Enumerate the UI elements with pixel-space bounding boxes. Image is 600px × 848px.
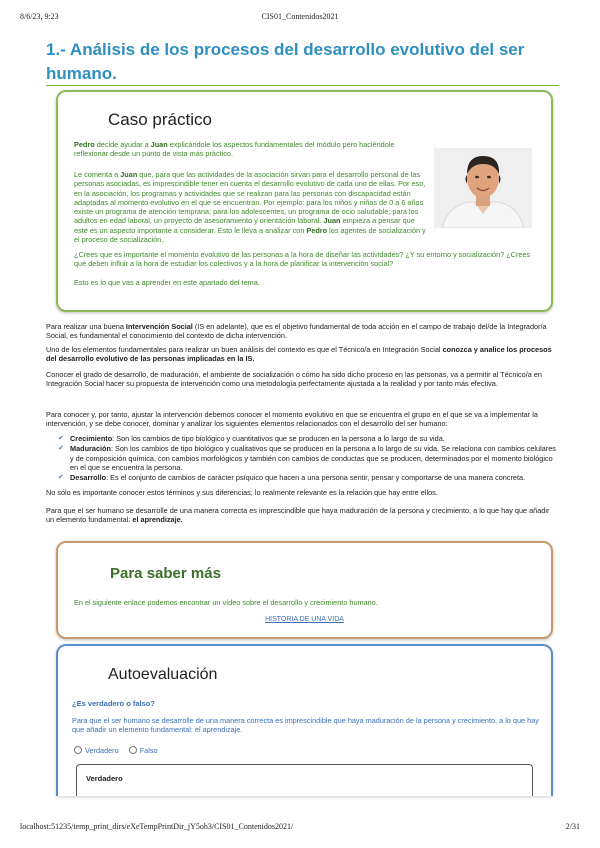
list-item: ✔ Desarrollo: Es el conjunto de cambios de carácter psíquico que hacen a una persona sentir, pensar y comportarse de una manera concreta. (58, 473, 526, 483)
body-paragraph-2: Uno de los elementos fundamentales para realizar un buen análisis del contexto es que el Técnico/a en Integración Social conozca y analice los procesos del desarrollo evolutivo de las personas implicadas en la IS. (46, 345, 552, 364)
body-paragraph-5: No sólo es importante conocer estos términos y sus diferencias; lo realmente relevante es la relación que hay entre ellos. (46, 488, 438, 497)
radio-true[interactable] (74, 746, 82, 754)
question-label: ¿Es verdadero o falso? (72, 699, 155, 708)
print-url: localhost:51235/temp_print_dirs/eXeTempPrintDir_jY5oh3/CIS01_Contenidos2021/ (20, 822, 294, 831)
question-statement: Para que el ser humano se desarrolle de una manera correcta es imprescindible que haya maduración de la persona y crecimiento, a lo que hay que añadir un elemento fundamental: el aprendizaje. (72, 716, 539, 735)
body-paragraph-1: Para realizar una buena Intervención Social (IS en adelante), que es el objetivo fundamental de toda acción en el campo de trabajo del/de la Integrador/a Social, es fundamental el conocimiento del contexto de dicha intervención. (46, 322, 547, 341)
learn-more-title: Para saber más (110, 565, 221, 582)
case-paragraph-2: Le comenta a Juan que, para que las actividades de la asociación sirvan para el desarrollo personal de las personas asociadas, es imprescindible tener en cuenta el desarrollo evolutivo de cada uno de ellas. Por eso, en la asociación, los programas y actividades que se realizan para las personas con discapacidad están adaptadas al momento evolutivo en el que se encuentran. Por ejemplo: para los niños y niñas de 0 a 6 años existe un programa de atención temprana; para los adolescentes, un programa de ocio saludable; para los adultos en edad laboral, un proyecto de asesoramiento y orientación laboral. Juan empieza a pensar que este es un aspecto importante a considerar. Esto le lleva a analizar con Pedro los agentes de socialización y el proceso de socialización. (74, 170, 426, 245)
case-name: Juan (120, 170, 138, 179)
print-date: 8/6/23, 9:23 (20, 12, 59, 21)
page-title: 1.- Análisis de los procesos del desarrollo evolutivo del ser humano. (46, 40, 525, 83)
learn-more-box (56, 541, 553, 639)
body-paragraph-4: Para conocer y, por tanto, ajustar la intervención debemos conocer el momento evolutivo en que se encuentra el grupo en el que se va a implementar la intervención, y se debe conocer, dominar y analizar los siguientes elementos relacionados con el desarrollo del ser humano: (46, 410, 538, 429)
option-false[interactable]: Falso (129, 746, 158, 755)
body-paragraph-6: Para que el ser humano se desarrolle de una manera correcta es imprescindible que haya maduración de la persona y crecimiento, a lo que hay que añadir un elemento fundamental: el aprendizaje. (46, 506, 550, 525)
learn-more-text: En el siguiente enlace podemos encontrar un vídeo sobre el desarrollo y crecimiento humano. (74, 598, 378, 607)
case-name: Pedro (74, 140, 95, 149)
check-icon: ✔ (58, 474, 64, 482)
case-paragraph-3: ¿Crees que es importante el momento evolutivo de las personas a la hora de diseñar las actividades? ¿Y su entorno y socialización? ¿Crees qué deben influir a la hora de estudiar los colectivos y a la hora de planificar la intervención social? (74, 250, 531, 269)
option-true[interactable]: Verdadero (74, 746, 119, 755)
check-icon: ✔ (58, 435, 64, 442)
case-study-title: Caso práctico (108, 110, 212, 129)
self-evaluation-title: Autoevaluación (108, 666, 218, 683)
print-footer (20, 822, 580, 834)
answer-panel (76, 764, 533, 796)
answer-text: Verdadero (86, 774, 123, 783)
case-study-box (56, 90, 553, 312)
case-name: Juan (323, 216, 341, 226)
man-portrait-icon (434, 148, 532, 228)
case-paragraph-4: Esto es lo que vas a aprender en este apartado del tema. (74, 278, 260, 287)
list-item: ✔ Crecimiento: Son los cambios de tipo biológico y cuantitativos que se producen en la persona a lo largo de su vida. (58, 434, 445, 443)
case-name: Juan (150, 140, 168, 149)
list-item: ✔ Maduración: Son los cambios de tipo biológico y cualitativos que se producen en la persona a lo largo de su vida. Se relaciona con cambios celulares y de composición química, con cambios morfológicos y también con cambios de conductas que se producen, determinados por el momento biológico en el que se encuentra la persona. (58, 444, 556, 472)
man-portrait-photo (434, 148, 532, 228)
case-name: Pedro (306, 225, 328, 235)
answer-options (74, 746, 166, 755)
title-divider (46, 85, 559, 86)
print-header (20, 12, 580, 24)
video-link[interactable]: HISTORIA DE UNA VIDA (265, 616, 344, 623)
print-doc-title: CIS01_Contenidos2021 (261, 12, 339, 21)
case-paragraph-1: Pedro decide ayudar a Juan explicándole los aspectos fundamentales del módulo pero haciéndole reflexionar desde un punto de vista más práctico. (74, 140, 395, 159)
check-icon: ✔ (58, 445, 64, 453)
development-terms-list (58, 434, 558, 483)
self-evaluation-box (56, 644, 553, 796)
body-paragraph-3: Conocer el grado de desarrollo, de maduración, el ambiente de socialización o cómo ha sido dicho proceso en las personas, va a permitir al Técnico/a en Integración Social hacer su propuesta de intervención como una metodología perfectamente ajustada a la realidad y por tanto más efectiva. (46, 370, 542, 389)
page-number: 2/31 (565, 822, 580, 831)
radio-false[interactable] (129, 746, 137, 754)
